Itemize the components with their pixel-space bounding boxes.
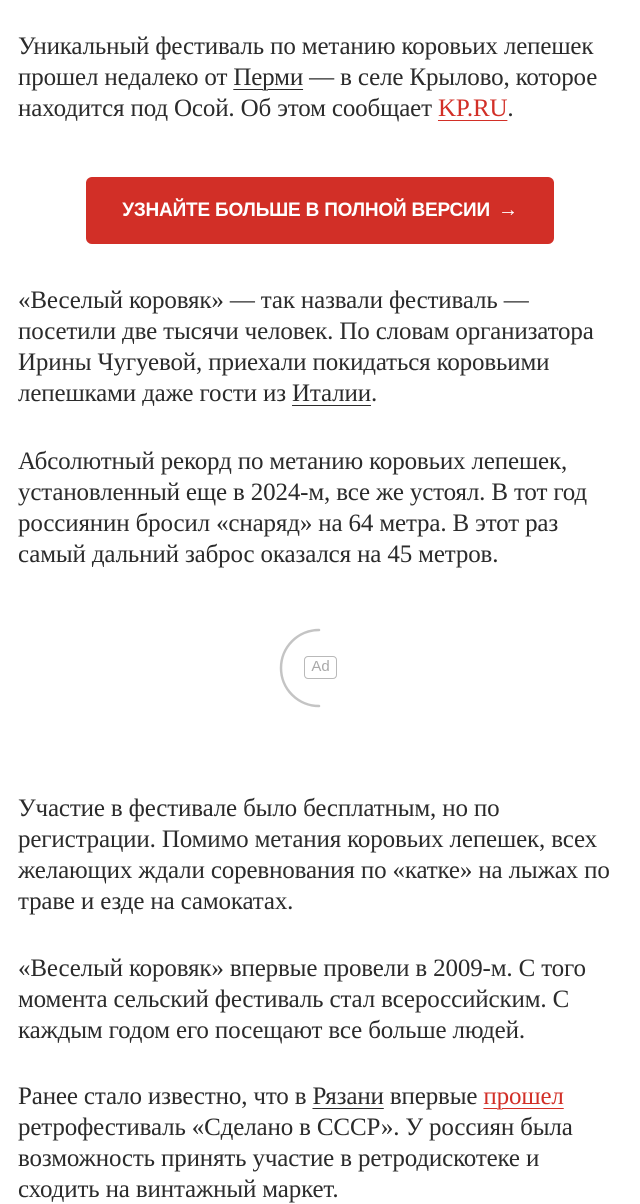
paragraph-text: . — [370, 380, 378, 407]
paragraph-text: впервые — [383, 1083, 484, 1110]
paragraph-festival — [18, 285, 624, 409]
link-ryazan[interactable]: Рязани — [312, 1083, 384, 1110]
arrow-right-icon: → — [497, 199, 518, 221]
paragraph-text: ретрофестиваль «Сделано в СССР». У россиян была возможность принять участие в ретродискотеке и сходить на винтажный маркет. — [18, 1114, 573, 1203]
link-kp-ru[interactable]: KP.RU — [437, 95, 508, 122]
full-version-button-label: УЗНАЙТЕ БОЛЬШЕ В ПОЛНОЙ ВЕРСИИ — [122, 199, 490, 221]
paragraph-record — [18, 446, 624, 570]
paragraph-intro — [18, 31, 624, 124]
paragraph-text: Участие в фестивале было бесплатным, но по регистрации. Помимо метания коровьих лепешек, всех желающих ждали соревнования по «катке» на лыжах по траве и езде на самокатах. — [18, 795, 610, 915]
paragraph-history — [18, 953, 624, 1046]
link-italy[interactable]: Италии — [292, 380, 371, 407]
full-version-button[interactable] — [86, 177, 554, 244]
paragraph-text: «Веселый коровяк» впервые провели в 2009-м. С того момента сельский фестиваль стал всероссийским. С каждым годом его посещают все больше людей. — [18, 955, 586, 1044]
ad-badge: Ad — [304, 656, 337, 679]
link-proshel[interactable]: прошел — [483, 1083, 564, 1110]
paragraph-participation — [18, 793, 624, 917]
paragraph-text: — в селе Крылово, которое находится под Осой. Об этом сообщает — [18, 64, 598, 122]
paragraph-text: Абсолютный рекорд по метанию коровьих лепешек, установленный еще в 2024-м, все же устоял. В тот год россиянин бросил «снаряд» на 64 метра. В этот раз самый дальний заброс оказался на 45 метров. — [18, 448, 588, 568]
paragraph-text: Уникальный фестиваль по метанию коровьих лепешек прошел недалеко от — [18, 33, 594, 91]
paragraph-related — [18, 1081, 624, 1204]
link-perm[interactable]: Перми — [233, 64, 304, 91]
paragraph-text: . — [507, 95, 514, 122]
paragraph-text: Ранее стало известно, что в — [18, 1083, 313, 1110]
paragraph-text: «Веселый коровяк» — так назвали фестиваль — посетили две тысячи человек. По словам организатора Ирины Чугуевой, приехали покидаться коровьими лепешками даже гости из — [18, 287, 594, 407]
